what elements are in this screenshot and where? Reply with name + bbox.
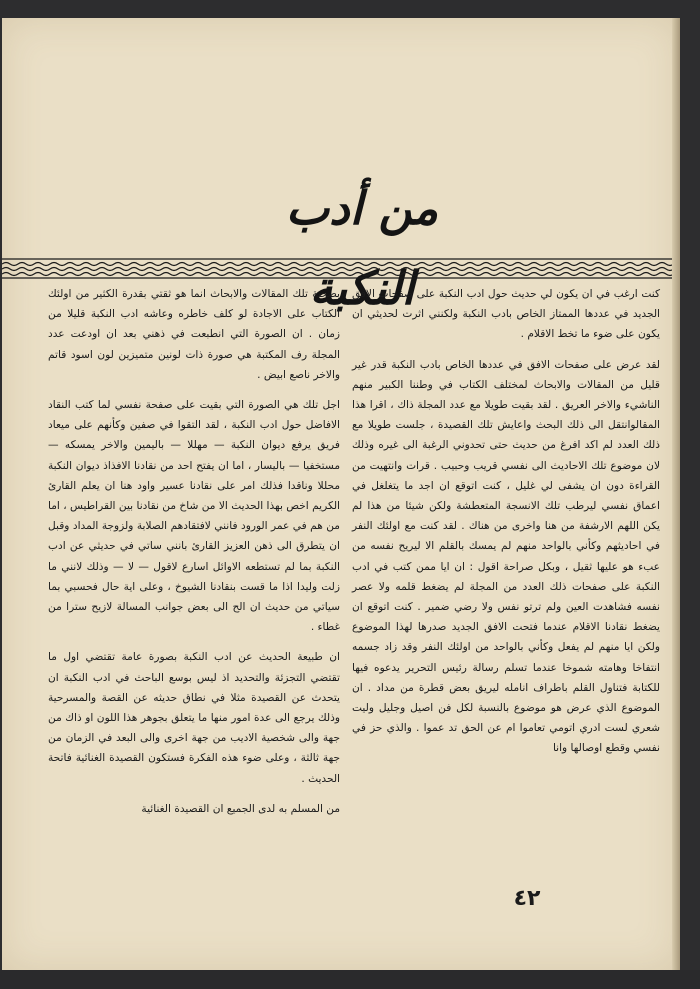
page-number: ٤٢ <box>513 886 541 911</box>
paragraph: كنت ارغب في ان يكون لي حديث حول ادب النكبة على صفحات الافق الجديد في عددها الممتاز الخاص بادب النكبة ولكنني اثرت لحديثي ان يكون على ضوء ما تخط الاقلام . <box>352 288 660 341</box>
article-column-left <box>48 284 340 819</box>
page-edge <box>672 18 680 970</box>
decorative-wavy-rule <box>2 256 678 280</box>
paragraph: لقد عرض على صفحات الافق في عددها الخاص بادب النكبة قدر غير قليل من المقالات والابحاث لمختلف الكتاب في وطننا الكبير منهم الناشيء والاخر العريق . لقد بقيت طويلا مع عدد المجلة ذاك ، اقرا هذا المقالوانتقل الى ذلك البحث واعايش تلك القصيدة ، جلست طويلا مع ذلك العدد لم اكد افرغ من حديث حتى تحدوني الرغبة الى غيره وذلك لان موضوع تلك الاحاديث الى نفسي قريب وحبيب . قرات وانتهيت من القراءة دون ان يشفى لي غليل ، كنت اتوقع ان اجد ما يتغلغل في اعماق نفسي ليرطب تلك الانسجة المتعطشة ولكن شيئا من هذا لم يكن اللهم الارشفة من هنا واخرى من هناك . لقد كنت مع اولئك النفر في احاديثهم وكأني بالواحد منهم لم يمسك بالقلم الا ليريح نفسه من عبء هو عليها ثقيل ، وبكل صراحة اقول : ان ايا ممن كتب في ادب النكبة على صفحات ذلك العدد من المجلة لم يضغط قلمه ولا عصر نفسه فشاهدت العين ولم ترتو نفس ولا رضي ضمير . كنت اتوقع ان يضغط نقادنا الاقلام عندما فتحت الافق الجديد صدرها لهذا الموضوع ولكن ايا منهم لم يفعل وكأني بالواحد من اولئك النفر وقد زاد جسمه انتفاخا وهامته شموخا عندما تسلم رسالة رئيس التحرير يدعوه فيها للكتابة فتناول القلم باطراف انامله ليريق بعض قطرة من مداد . ان الموضوع الذي عرض هو موضوع بالنسبة لكل فن اصيل وجليل وليت شعري لست ادري اتومي تعاموا ام عن الحق تد عموا . والذي حز في نفسي وقطع اوصالها وانا <box>352 358 660 755</box>
paragraph: اجل تلك هي الصورة التي بقيت على صفحة نفسي لما كتب النقاد الافاضل حول ادب النكبة ، لقد التقوا في صفين وكأنهم على ميعاد فريق يرفع ديوان النكبة — مهللا — باليمين والاخر يمسكه — مستخفيا — باليسار ، اما ان يفتح احد من نقادنا الافذاذ ديوان النكبة محللا وناقدا فذلك امر على نقادنا عسير واود هنا ان يعلم القارئ الكريم اخص بهذا الحديث الا من شاخ من نقادنا بين القراطيس ، اما من هم في عمر الورود فانني لافتقادهم الصلابة ولزوجة المداد وقبل ان يتطرق الى ذهن العزيز القارئ بانني ساتي في حديثي عن ادب النكبة بما لم تستطعه الاوائل اسارع لاقول — لا — وذلك لانني ما زلت وليدا اذا ما قست بنقادنا الشيوخ ، وعلى اية حال فحسبي بما سياتي من حديث ان الح الى بعض جوانب المسالة لازيح سترا من غطاء . <box>48 399 340 634</box>
article-column-right <box>352 284 660 759</box>
paragraph: بصحبة تلك المقالات والابحاث انما هو ثقتي بقدرة الكثير من اولئك الكتاب على الاجادة لو كلف خاطره وعاشه ادب النكبة قليلا من زمان . ان الصورة التي انطبعت في ذهني بعد ان اودعت عدد المجلة رف المكتبة هي صورة ذات لونين متميزين لون اسود قاتم والاخر ناصع ابيض . <box>48 288 340 381</box>
article-title: من أدب النكبة <box>285 181 439 315</box>
paragraph: من المسلم به لدى الجميع ان القصيدة الغنائية <box>141 802 340 815</box>
magazine-page <box>2 18 678 970</box>
scan-bottom-strip <box>0 970 700 989</box>
paragraph: ان طبيعة الحديث عن ادب النكبة بصورة عامة تقتضي اول ما تقتضي التجزئة والتحديد اذ ليس بوسع الباحث في ادب النكبة ان يتحدث عن القصيدة مثلا في نطاق حديثه عن القصة والمسرحية وذلك يرجع الى عدة امور منها ما يتعلق بجوهر هذا اللون او ذاك من جهة والى شخصية الاديب من جهة اخرى والى البعد في الزمان من جهة ثالثة ، وعلى ضوء هذه الفكرة فستكون القصيدة الغنائية فاتحة الحديث . <box>48 651 340 785</box>
